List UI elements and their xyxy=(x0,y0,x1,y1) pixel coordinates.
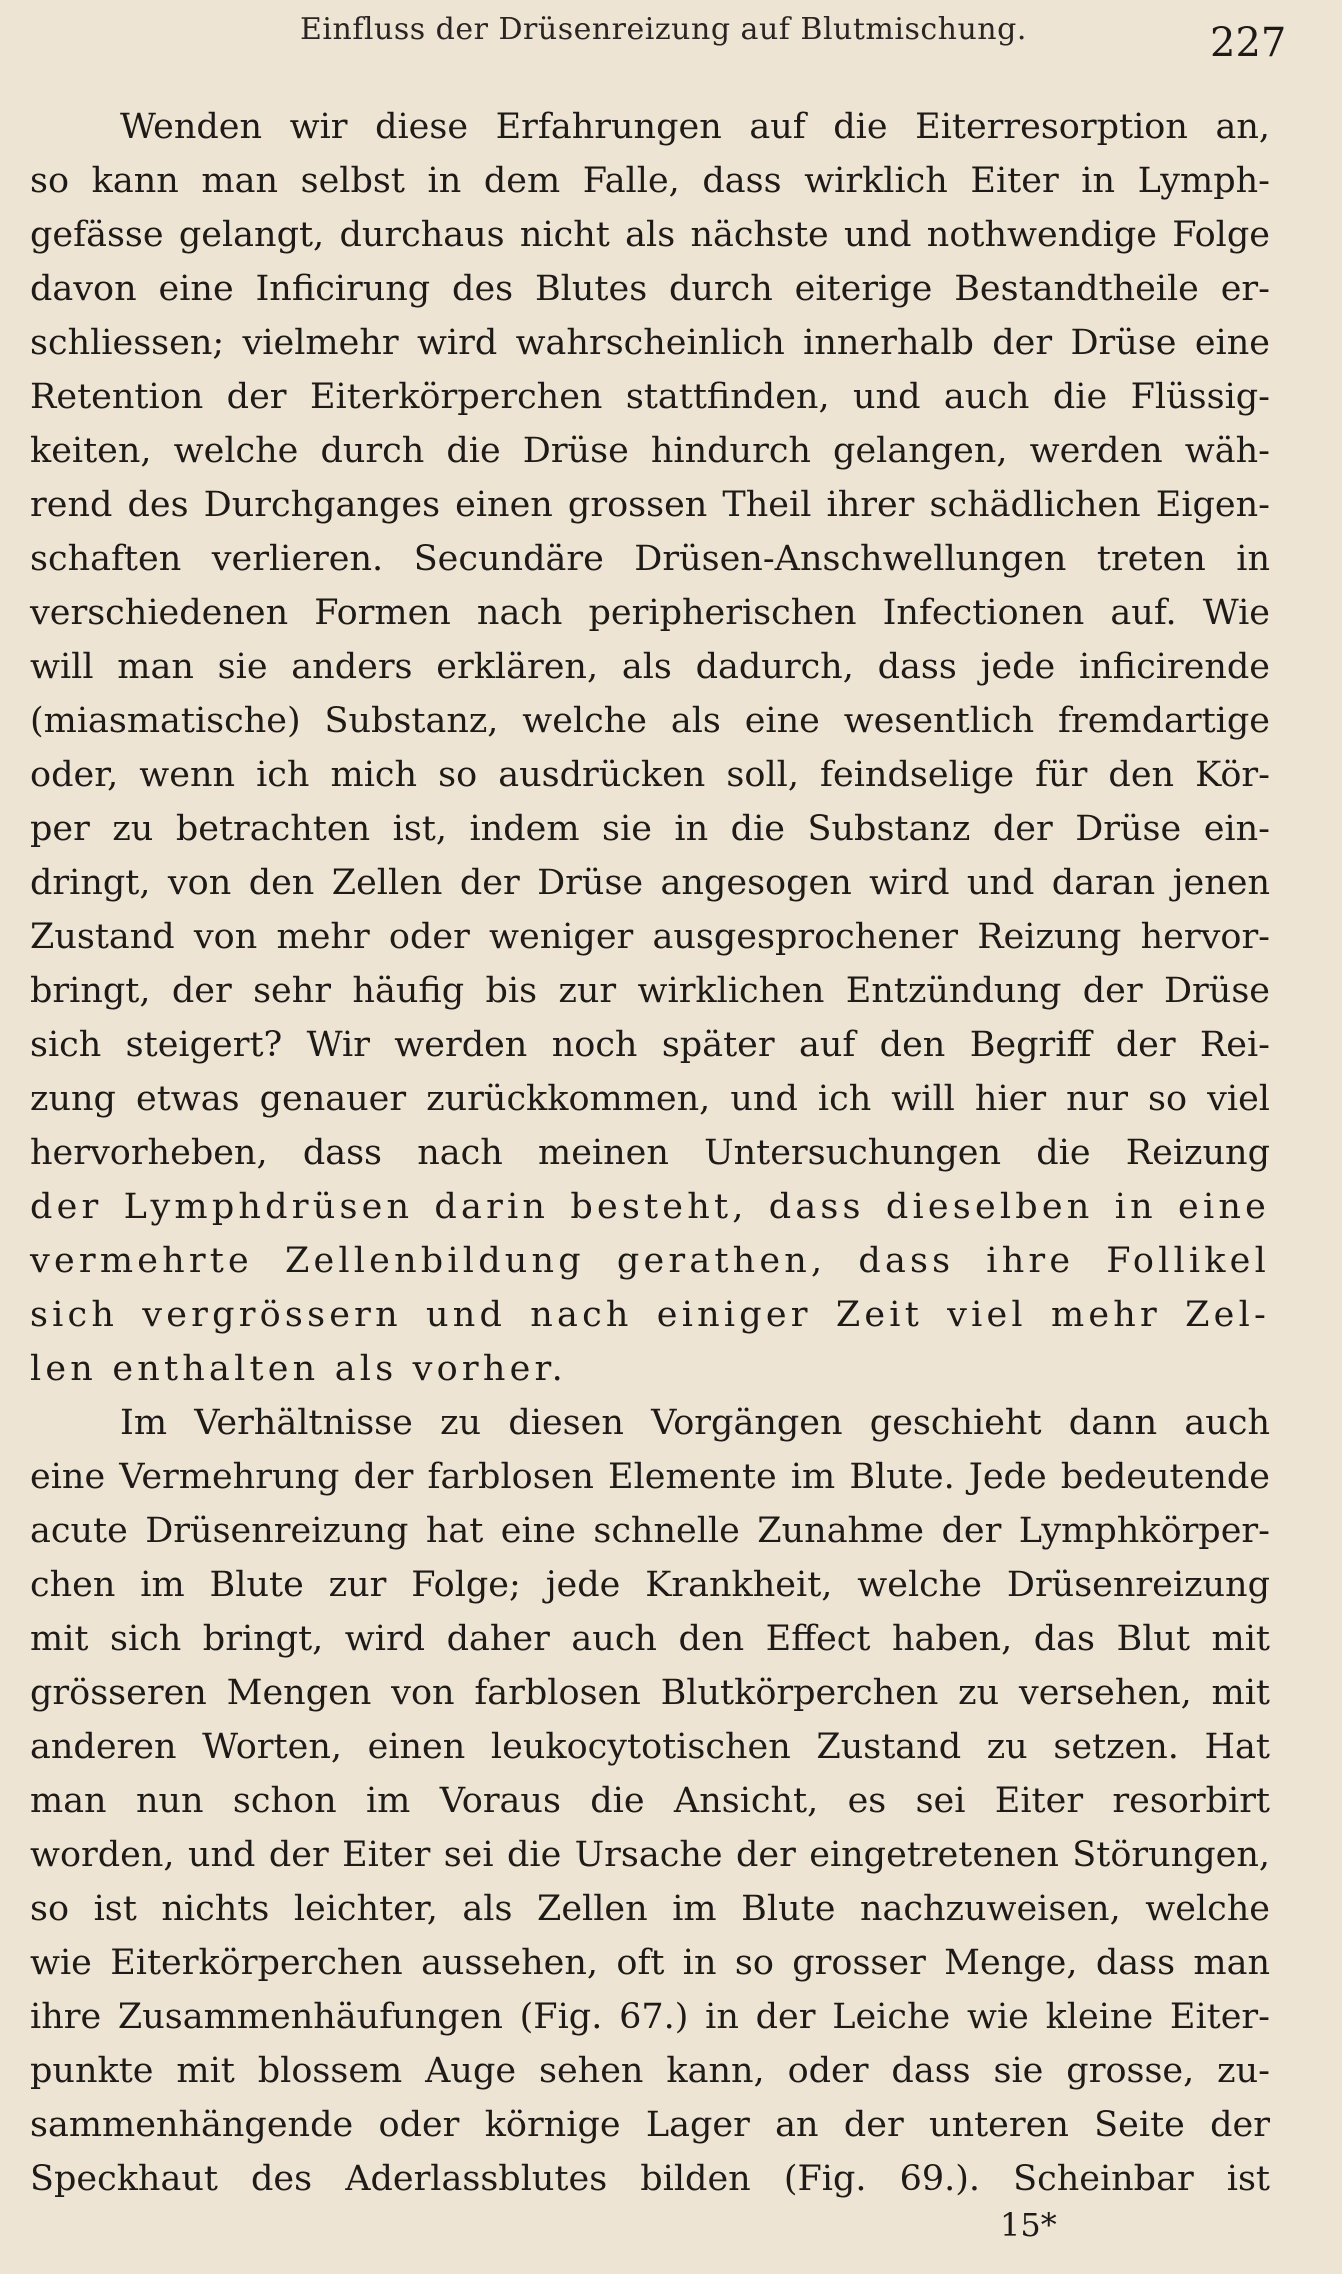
text-line: worden, und der Eiter sei die Ursache der eingetretenen Störungen, xyxy=(30,1835,1270,1875)
text-line: bringt, der sehr häufig bis zur wirklichen Entzündung der Drüse xyxy=(30,971,1270,1011)
text-line: acute Drüsenreizung hat eine schnelle Zunahme der Lymphkörper- xyxy=(30,1511,1270,1551)
text-line: ihre Zusammenhäufungen (Fig. 67.) in der Leiche wie kleine Eiter- xyxy=(30,1997,1270,2037)
text-line: Wenden wir diese Erfahrungen auf die Eiterresorption an, xyxy=(120,107,1270,147)
text-line: anderen Worten, einen leukocytotischen Zustand zu setzen. Hat xyxy=(30,1727,1270,1767)
text-line: Speckhaut des Aderlassblutes bilden (Fig. 69.). Scheinbar ist xyxy=(30,2159,1270,2199)
text-line: chen im Blute zur Folge; jede Krankheit, welche Drüsenreizung xyxy=(30,1565,1270,1605)
text-line: so kann man selbst in dem Falle, dass wirklich Eiter in Lymph- xyxy=(30,161,1270,201)
body-text xyxy=(30,100,1270,2206)
text-line: grösseren Mengen von farblosen Blutkörperchen zu versehen, mit xyxy=(30,1673,1270,1713)
text-line: Zustand von mehr oder weniger ausgesprochener Reizung hervor- xyxy=(30,917,1270,957)
signature-mark: 15* xyxy=(1000,2206,1057,2244)
text-line: verschiedenen Formen nach peripherischen Infectionen auf. Wie xyxy=(30,593,1270,633)
text-line: keiten, welche durch die Drüse hindurch gelangen, werden wäh- xyxy=(30,431,1270,471)
text-line: dringt, von den Zellen der Drüse angesogen wird und daran jenen xyxy=(30,863,1270,903)
text-line: schaften verlieren. Secundäre Drüsen-Anschwellungen treten in xyxy=(30,539,1270,579)
text-line: gefässe gelangt, durchaus nicht als nächste und nothwendige Folge xyxy=(30,215,1270,255)
text-line: man nun schon im Voraus die Ansicht, es sei Eiter resorbirt xyxy=(30,1781,1270,1821)
text-line: davon eine Inficirung des Blutes durch eiterige Bestandtheile er- xyxy=(30,269,1270,309)
text-line-spaced: vermehrte Zellenbildung gerathen, dass ihre Follikel xyxy=(30,1241,1270,1281)
text-line: sammenhängende oder körnige Lager an der unteren Seite der xyxy=(30,2105,1270,2145)
running-head xyxy=(0,0,1342,70)
text-line: punkte mit blossem Auge sehen kann, oder dass sie grosse, zu- xyxy=(30,2051,1270,2091)
text-line-spaced: len enthalten als vorher. xyxy=(30,1349,567,1389)
text-line: sich steigert? Wir werden noch später auf den Begriff der Rei- xyxy=(30,1025,1270,1065)
text-line: so ist nichts leichter, als Zellen im Blute nachzuweisen, welche xyxy=(30,1889,1270,1929)
text-line: hervorheben, dass nach meinen Untersuchungen die Reizung xyxy=(30,1133,1270,1173)
text-line: Retention der Eiterkörperchen stattfinden, und auch die Flüssig- xyxy=(30,377,1270,417)
text-line: oder, wenn ich mich so ausdrücken soll, feindselige für den Kör- xyxy=(30,755,1270,795)
page-number: 227 xyxy=(1210,20,1287,66)
text-line: mit sich bringt, wird daher auch den Effect haben, das Blut mit xyxy=(30,1619,1270,1659)
text-line: zung etwas genauer zurückkommen, und ich will hier nur so viel xyxy=(30,1079,1270,1119)
text-line: (miasmatische) Substanz, welche als eine wesentlich fremdartige xyxy=(30,701,1270,741)
text-line: Im Verhältnisse zu diesen Vorgängen geschieht dann auch xyxy=(120,1403,1270,1443)
text-line: rend des Durchganges einen grossen Theil ihrer schädlichen Eigen- xyxy=(30,485,1270,525)
text-line-spaced: der Lymphdrüsen darin besteht, dass dieselben in eine xyxy=(30,1187,1270,1227)
text-line: will man sie anders erklären, als dadurch, dass jede inficirende xyxy=(30,647,1270,687)
text-line-spaced: sich vergrössern und nach einiger Zeit viel mehr Zel- xyxy=(30,1295,1270,1335)
text-line: per zu betrachten ist, indem sie in die Substanz der Drüse ein- xyxy=(30,809,1270,849)
text-line: schliessen; vielmehr wird wahrscheinlich innerhalb der Drüse eine xyxy=(30,323,1270,363)
text-line: eine Vermehrung der farblosen Elemente im Blute. Jede bedeutende xyxy=(30,1457,1270,1497)
running-title: Einfluss der Drüsenreizung auf Blutmischung. xyxy=(300,12,1027,47)
text-line: wie Eiterkörperchen aussehen, oft in so grosser Menge, dass man xyxy=(30,1943,1270,1983)
